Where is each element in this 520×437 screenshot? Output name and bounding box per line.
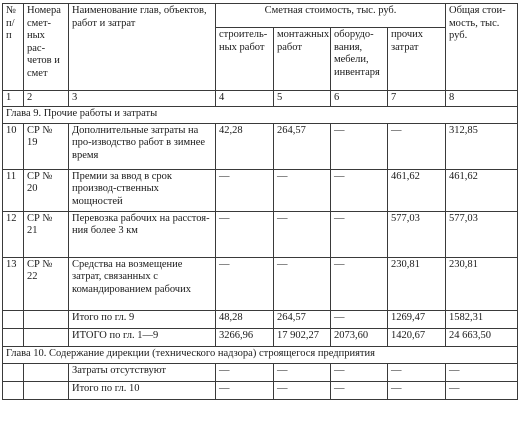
subtotal-label: Итого по гл. 9 <box>69 310 216 328</box>
row-other: — <box>388 123 446 169</box>
table-row <box>3 363 518 381</box>
row-code: СР № 21 <box>24 211 69 257</box>
row-name: Перевозка рабочих на расстоя-ния более 3 км <box>69 211 216 257</box>
column-number: 2 <box>24 91 69 107</box>
chapter-10-title: Глава 10. Содержание дирекции (технического надзора) строящегося предприятия <box>3 346 518 363</box>
col-header-total: Общая стои-мость, тыс. руб. <box>446 4 518 91</box>
grand-total-total: 24 663,50 <box>446 328 518 346</box>
row-name: Средства на возмещение затрат, связанных с командированием рабочих <box>69 257 216 310</box>
row-name: Итого по гл. 10 <box>69 381 216 399</box>
row-install: — <box>274 381 331 399</box>
row-other: — <box>388 363 446 381</box>
row-build: 42,28 <box>216 123 274 169</box>
col-header-build: строитель-ных работ <box>216 28 274 91</box>
col-header-other: прочих затрат <box>388 28 446 91</box>
subtotal-build: 48,28 <box>216 310 274 328</box>
row-code: СР № 20 <box>24 169 69 211</box>
col-header-num: № п/п <box>3 4 24 91</box>
chapter-9-heading-row <box>3 106 518 123</box>
row-install: — <box>274 211 331 257</box>
column-number: 6 <box>331 91 388 107</box>
header-row <box>3 4 518 28</box>
row-code: СР № 22 <box>24 257 69 310</box>
row-build: — <box>216 211 274 257</box>
row-install: — <box>274 363 331 381</box>
grand-total-row <box>3 328 518 346</box>
grand-total-equip: 2073,60 <box>331 328 388 346</box>
col-header-name: Наименование глав, объектов, работ и затрат <box>69 4 216 91</box>
col-header-code: Номера смет-ных рас-четов и смет <box>24 4 69 91</box>
chapter-10-heading-row <box>3 346 518 363</box>
row-num: 13 <box>3 257 24 310</box>
row-equip: — <box>331 169 388 211</box>
grand-total-other: 1420,67 <box>388 328 446 346</box>
subtotal-row <box>3 310 518 328</box>
col-header-group: Сметная стоимость, тыс. руб. <box>216 4 446 28</box>
row-name: Премии за ввод в срок производ-ственных мощностей <box>69 169 216 211</box>
column-number: 1 <box>3 91 24 107</box>
col-header-install: монтажных работ <box>274 28 331 91</box>
row-total: 230,81 <box>446 257 518 310</box>
subtotal-total: 1582,31 <box>446 310 518 328</box>
row-equip: — <box>331 381 388 399</box>
column-number: 8 <box>446 91 518 107</box>
column-number: 4 <box>216 91 274 107</box>
row-build: — <box>216 363 274 381</box>
row-build: — <box>216 381 274 399</box>
subtotal-equip: — <box>331 310 388 328</box>
row-equip: — <box>331 363 388 381</box>
row-num: 10 <box>3 123 24 169</box>
row-other: 461,62 <box>388 169 446 211</box>
table-row <box>3 257 518 310</box>
column-number: 3 <box>69 91 216 107</box>
row-total: — <box>446 381 518 399</box>
row-build: — <box>216 169 274 211</box>
row-equip: — <box>331 123 388 169</box>
row-total: 461,62 <box>446 169 518 211</box>
row-equip: — <box>331 211 388 257</box>
row-total: 312,85 <box>446 123 518 169</box>
row-num: 11 <box>3 169 24 211</box>
table-row <box>3 123 518 169</box>
subtotal-other: 1269,47 <box>388 310 446 328</box>
subtotal-install: 264,57 <box>274 310 331 328</box>
row-other: 230,81 <box>388 257 446 310</box>
row-other: — <box>388 381 446 399</box>
row-other: 577,03 <box>388 211 446 257</box>
grand-total-label: ИТОГО по гл. 1—9 <box>69 328 216 346</box>
row-equip: — <box>331 257 388 310</box>
table-row <box>3 381 518 399</box>
row-install: 264,57 <box>274 123 331 169</box>
col-header-equip: оборудо-вания, мебели, инвентаря <box>331 28 388 91</box>
row-name: Дополнительные затраты на про-изводство работ в зимнее время <box>69 123 216 169</box>
row-name: Затраты отсутствуют <box>69 363 216 381</box>
row-total: — <box>446 363 518 381</box>
table-row <box>3 211 518 257</box>
column-number: 7 <box>388 91 446 107</box>
grand-total-build: 3266,96 <box>216 328 274 346</box>
row-install: — <box>274 257 331 310</box>
row-num: 12 <box>3 211 24 257</box>
chapter-9-title: Глава 9. Прочие работы и затраты <box>3 106 518 123</box>
grand-total-install: 17 902,27 <box>274 328 331 346</box>
row-build: — <box>216 257 274 310</box>
table-row <box>3 169 518 211</box>
column-number: 5 <box>274 91 331 107</box>
row-total: 577,03 <box>446 211 518 257</box>
row-install: — <box>274 169 331 211</box>
column-number-row <box>3 91 518 107</box>
row-code: СР № 19 <box>24 123 69 169</box>
estimate-table <box>2 3 518 400</box>
